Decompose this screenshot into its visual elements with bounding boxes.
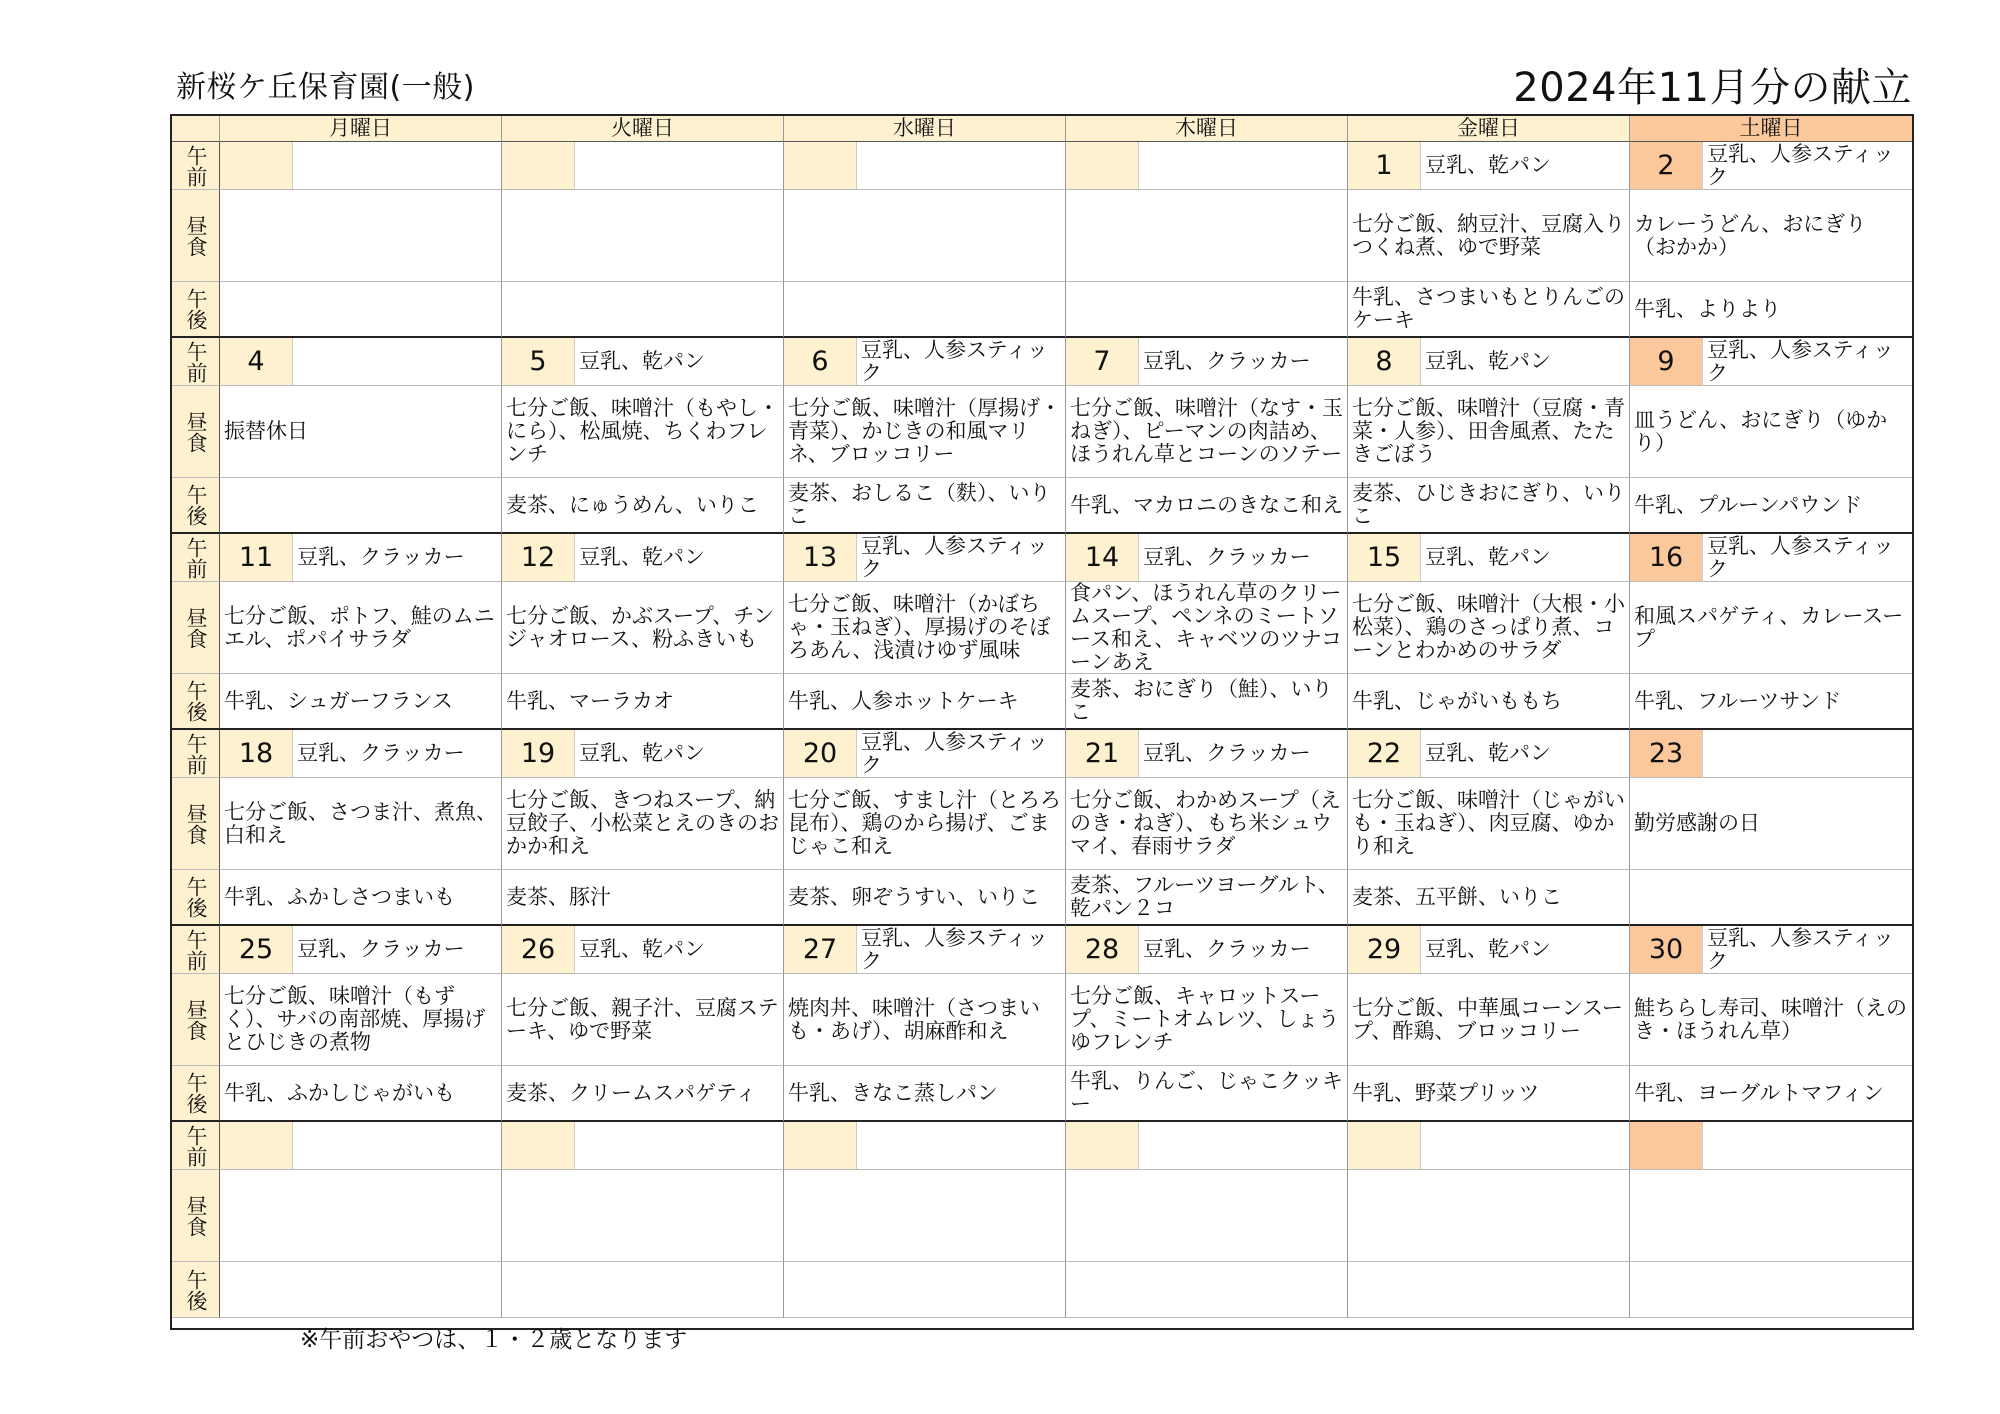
lunch-cell — [1066, 1170, 1348, 1262]
am-snack-text: 豆乳、乾パン — [1425, 937, 1551, 961]
weekday-header: 土曜日 — [1630, 116, 1912, 142]
pm-snack-cell: 牛乳、よりより — [1630, 282, 1912, 338]
am-snack-cell — [784, 142, 1066, 190]
lunch-cell: 和風スパゲティ、カレースープ — [1630, 582, 1912, 674]
date-number: 11 — [220, 534, 293, 581]
lunch-cell — [502, 190, 784, 282]
weekday-header: 火曜日 — [502, 116, 784, 142]
row-label-text: 昼食 — [184, 802, 208, 845]
lunch-cell: 振替休日 — [220, 386, 502, 478]
am-snack-cell — [1348, 730, 1630, 778]
row-label-am — [172, 926, 220, 974]
date-number: 1 — [1348, 142, 1421, 189]
am-snack-cell — [1066, 730, 1348, 778]
pm-snack-cell — [1066, 282, 1348, 338]
am-snack-text — [293, 1122, 501, 1169]
row-label-text: 昼食 — [184, 1194, 208, 1237]
pm-snack-cell: 牛乳、フルーツサンド — [1630, 674, 1912, 730]
date-number — [502, 1122, 575, 1169]
am-snack-cell — [1348, 1122, 1630, 1170]
lunch-cell: 七分ご飯、きつねスープ、納豆餃子、小松菜とえのきのおかか和え — [502, 778, 784, 870]
pm-snack-cell: 麦茶、豚汁 — [502, 870, 784, 926]
am-snack-text: 豆乳、乾パン — [1425, 153, 1551, 177]
date-number: 6 — [784, 338, 857, 385]
date-number: 4 — [220, 338, 293, 385]
row-label-text: 午前 — [184, 732, 208, 775]
am-snack-cell — [1066, 338, 1348, 386]
am-snack-cell — [1630, 142, 1912, 190]
am-snack-text: 豆乳、人参スティック — [1707, 534, 1894, 581]
am-snack-cell — [1630, 534, 1912, 582]
am-snack-cell — [1630, 926, 1912, 974]
row-label-text: 昼食 — [184, 606, 208, 649]
row-label-text: 午後 — [184, 876, 208, 918]
lunch-cell: 七分ご飯、味噌汁（豆腐・青菜・人参）、田舎風煮、たたきごぼう — [1348, 386, 1630, 478]
am-snack-text: 豆乳、人参スティック — [1707, 338, 1894, 385]
pm-snack-cell: 牛乳、さつまいもとりんごのケーキ — [1348, 282, 1630, 338]
am-snack-text: 豆乳、人参スティック — [861, 730, 1048, 777]
date-number: 12 — [502, 534, 575, 581]
row-label-text: 午前 — [184, 144, 208, 187]
date-number: 13 — [784, 534, 857, 581]
am-snack-text — [1139, 1122, 1347, 1169]
row-label-text: 昼食 — [184, 214, 208, 257]
am-snack-cell — [784, 338, 1066, 386]
row-label-pm — [172, 674, 220, 730]
pm-snack-cell: 麦茶、クリームスパゲティ — [502, 1066, 784, 1122]
am-snack-text: 豆乳、クラッカー — [1143, 741, 1311, 765]
pm-snack-cell: 麦茶、おにぎり（鮭）、いりこ — [1066, 674, 1348, 730]
date-number: 23 — [1630, 730, 1703, 777]
lunch-cell — [1630, 1170, 1912, 1262]
pm-snack-cell: 麦茶、にゅうめん、いりこ — [502, 478, 784, 534]
pm-snack-cell: 牛乳、ふかしさつまいも — [220, 870, 502, 926]
lunch-cell — [502, 1170, 784, 1262]
row-label-text: 午後 — [184, 484, 208, 526]
lunch-cell: 七分ご飯、かぶスープ、チンジャオロース、粉ふきいも — [502, 582, 784, 674]
lunch-cell — [1348, 1170, 1630, 1262]
lunch-cell — [784, 1170, 1066, 1262]
am-snack-text: 豆乳、クラッカー — [1143, 349, 1311, 373]
lunch-cell: 七分ご飯、納豆汁、豆腐入りつくね煮、ゆで野菜 — [1348, 190, 1630, 282]
am-snack-cell — [1348, 338, 1630, 386]
pm-snack-cell: 牛乳、ヨーグルトマフィン — [1630, 1066, 1912, 1122]
am-snack-cell — [220, 730, 502, 778]
weekday-header: 水曜日 — [784, 116, 1066, 142]
date-number — [784, 1122, 857, 1169]
am-snack-text: 豆乳、人参スティック — [1707, 142, 1894, 189]
weekday-header: 金曜日 — [1348, 116, 1630, 142]
lunch-cell: 七分ご飯、親子汁、豆腐ステーキ、ゆで野菜 — [502, 974, 784, 1066]
weekday-header: 月曜日 — [220, 116, 502, 142]
date-number: 30 — [1630, 926, 1703, 973]
row-label-text: 午前 — [184, 928, 208, 971]
lunch-cell: 七分ご飯、味噌汁（なす・玉ねぎ）、ピーマンの肉詰め、ほうれん草とコーンのソテー — [1066, 386, 1348, 478]
pm-snack-cell: 牛乳、マカロニのきなこ和え — [1066, 478, 1348, 534]
am-snack-text: 豆乳、クラッカー — [1143, 545, 1311, 569]
row-label-am — [172, 534, 220, 582]
am-snack-text: 豆乳、乾パン — [579, 349, 705, 373]
lunch-cell: 七分ご飯、味噌汁（かぼちゃ・玉ねぎ）、厚揚げのそぼろあん、浅漬けゆず風味 — [784, 582, 1066, 674]
am-snack-cell — [220, 926, 502, 974]
am-snack-text: 豆乳、クラッカー — [297, 741, 465, 765]
row-label-text: 午後 — [184, 680, 208, 722]
row-label-text: 午後 — [184, 288, 208, 330]
date-number: 28 — [1066, 926, 1139, 973]
date-number: 22 — [1348, 730, 1421, 777]
am-snack-cell — [220, 338, 502, 386]
row-label-am — [172, 730, 220, 778]
pm-snack-cell: 牛乳、りんご、じゃこクッキー — [1066, 1066, 1348, 1122]
am-snack-cell — [1630, 338, 1912, 386]
weekday-header: 木曜日 — [1066, 116, 1348, 142]
pm-snack-cell — [1066, 1262, 1348, 1318]
row-label-text: 昼食 — [184, 998, 208, 1041]
lunch-cell: 七分ご飯、味噌汁（もずく）、サバの南部焼、厚揚げとひじきの煮物 — [220, 974, 502, 1066]
date-number: 5 — [502, 338, 575, 385]
date-number — [1348, 1122, 1421, 1169]
pm-snack-cell — [220, 282, 502, 338]
am-snack-text — [1703, 730, 1912, 777]
nursery-name: 新桜ケ丘保育園(一般) — [176, 70, 475, 105]
am-snack-cell — [1348, 534, 1630, 582]
date-number — [502, 142, 575, 189]
date-number: 29 — [1348, 926, 1421, 973]
date-number — [220, 1122, 293, 1169]
pm-snack-cell: 牛乳、ふかしじゃがいも — [220, 1066, 502, 1122]
am-snack-cell — [1066, 1122, 1348, 1170]
row-label-am — [172, 142, 220, 190]
am-snack-text: 豆乳、乾パン — [1425, 349, 1551, 373]
date-number: 26 — [502, 926, 575, 973]
date-number: 27 — [784, 926, 857, 973]
date-number: 18 — [220, 730, 293, 777]
am-snack-text: 豆乳、人参スティック — [861, 338, 1048, 385]
lunch-cell — [220, 1170, 502, 1262]
am-snack-cell — [784, 534, 1066, 582]
lunch-cell: 七分ご飯、味噌汁（厚揚げ・青菜）、かじきの和風マリネ、ブロッコリー — [784, 386, 1066, 478]
date-number: 20 — [784, 730, 857, 777]
am-snack-text — [575, 142, 783, 189]
date-number — [1066, 142, 1139, 189]
am-snack-text: 豆乳、乾パン — [1425, 545, 1551, 569]
am-snack-cell — [784, 926, 1066, 974]
row-label-lunch — [172, 1170, 220, 1262]
am-snack-text — [857, 142, 1065, 189]
date-number: 19 — [502, 730, 575, 777]
lunch-cell — [220, 190, 502, 282]
am-snack-cell — [1348, 142, 1630, 190]
am-snack-cell — [502, 142, 784, 190]
am-snack-text: 豆乳、クラッカー — [1143, 937, 1311, 961]
date-number: 7 — [1066, 338, 1139, 385]
am-snack-text: 豆乳、人参スティック — [861, 534, 1048, 581]
am-snack-text: 豆乳、人参スティック — [1707, 926, 1894, 973]
row-label-am — [172, 1122, 220, 1170]
am-snack-cell — [502, 338, 784, 386]
am-snack-cell — [502, 1122, 784, 1170]
am-snack-cell — [220, 1122, 502, 1170]
pm-snack-cell: 麦茶、卵ぞうすい、いりこ — [784, 870, 1066, 926]
am-snack-cell — [220, 534, 502, 582]
am-snack-text — [1703, 1122, 1912, 1169]
am-snack-cell — [502, 730, 784, 778]
am-snack-text: 豆乳、乾パン — [579, 937, 705, 961]
row-label-pm — [172, 478, 220, 534]
am-snack-cell — [1348, 926, 1630, 974]
date-number: 16 — [1630, 534, 1703, 581]
row-label-text: 午後 — [184, 1072, 208, 1114]
lunch-cell — [784, 190, 1066, 282]
menu-period-title: 2024年11月分の献立 — [1513, 65, 1912, 111]
am-snack-cell — [1066, 926, 1348, 974]
am-snack-text — [293, 142, 501, 189]
pm-snack-cell: 牛乳、じゃがいももち — [1348, 674, 1630, 730]
pm-snack-cell — [502, 282, 784, 338]
am-snack-cell — [1630, 730, 1912, 778]
footnote: ※午前おやつは、１・２歳となります — [300, 1327, 688, 1353]
pm-snack-cell: 牛乳、マーラカオ — [502, 674, 784, 730]
pm-snack-cell: 牛乳、野菜プリッツ — [1348, 1066, 1630, 1122]
lunch-cell: 皿うどん、おにぎり（ゆかり） — [1630, 386, 1912, 478]
am-snack-text: 豆乳、乾パン — [1425, 741, 1551, 765]
am-snack-cell — [502, 534, 784, 582]
lunch-cell: 鮭ちらし寿司、味噌汁（えのき・ほうれん草） — [1630, 974, 1912, 1066]
pm-snack-cell: 麦茶、フルーツヨーグルト、乾パン２コ — [1066, 870, 1348, 926]
lunch-cell — [1066, 190, 1348, 282]
row-label-lunch — [172, 974, 220, 1066]
pm-snack-cell: 麦茶、おしるこ（麩）、いりこ — [784, 478, 1066, 534]
row-label-text: 午前 — [184, 536, 208, 579]
pm-snack-cell — [502, 1262, 784, 1318]
lunch-cell: 七分ご飯、味噌汁（もやし・にら）、松風焼、ちくわフレンチ — [502, 386, 784, 478]
am-snack-cell — [1630, 1122, 1912, 1170]
pm-snack-cell: 牛乳、きなこ蒸しパン — [784, 1066, 1066, 1122]
am-snack-cell — [1066, 142, 1348, 190]
am-snack-text: 豆乳、クラッカー — [297, 545, 465, 569]
pm-snack-cell: 牛乳、プルーンパウンド — [1630, 478, 1912, 534]
am-snack-text: 豆乳、人参スティック — [861, 926, 1048, 973]
am-snack-text — [1421, 1122, 1629, 1169]
am-snack-cell — [784, 1122, 1066, 1170]
date-number: 21 — [1066, 730, 1139, 777]
lunch-cell: 七分ご飯、わかめスープ（えのき・ねぎ）、もち米シュウマイ、春雨サラダ — [1066, 778, 1348, 870]
pm-snack-cell: 麦茶、五平餅、いりこ — [1348, 870, 1630, 926]
am-snack-cell — [220, 142, 502, 190]
lunch-cell: 焼肉丼、味噌汁（さつまいも・あげ）、胡麻酢和え — [784, 974, 1066, 1066]
pm-snack-cell — [1630, 1262, 1912, 1318]
row-label-pm — [172, 1066, 220, 1122]
date-number — [784, 142, 857, 189]
row-label-lunch — [172, 582, 220, 674]
am-snack-text — [1139, 142, 1347, 189]
date-number: 9 — [1630, 338, 1703, 385]
row-label-lunch — [172, 190, 220, 282]
date-number: 2 — [1630, 142, 1703, 189]
pm-snack-cell: 牛乳、シュガーフランス — [220, 674, 502, 730]
lunch-cell: 七分ご飯、ポトフ、鮭のムニエル、ポパイサラダ — [220, 582, 502, 674]
lunch-cell: 七分ご飯、味噌汁（大根・小松菜）、鶏のさっぱり煮、コーンとわかめのサラダ — [1348, 582, 1630, 674]
pm-snack-cell: 牛乳、人参ホットケーキ — [784, 674, 1066, 730]
pm-snack-cell — [784, 282, 1066, 338]
pm-snack-cell — [784, 1262, 1066, 1318]
pm-snack-cell — [220, 1262, 502, 1318]
date-number: 15 — [1348, 534, 1421, 581]
row-label-pm — [172, 1262, 220, 1318]
row-label-lunch — [172, 778, 220, 870]
row-label-pm — [172, 870, 220, 926]
row-label-lunch — [172, 386, 220, 478]
row-label-pm — [172, 282, 220, 338]
lunch-cell: 七分ご飯、すまし汁（とろろ昆布）、鶏のから揚げ、ごまじゃこ和え — [784, 778, 1066, 870]
row-label-am — [172, 338, 220, 386]
date-number: 25 — [220, 926, 293, 973]
date-number: 14 — [1066, 534, 1139, 581]
row-label-text: 午前 — [184, 340, 208, 383]
am-snack-cell — [502, 926, 784, 974]
date-number — [220, 142, 293, 189]
row-label-text: 午前 — [184, 1124, 208, 1167]
date-number — [1066, 1122, 1139, 1169]
pm-snack-cell — [1348, 1262, 1630, 1318]
lunch-cell: 七分ご飯、中華風コーンスープ、酢鶏、ブロッコリー — [1348, 974, 1630, 1066]
lunch-cell: 食パン、ほうれん草のクリームスープ、ペンネのミートソース和え、キャベツのツナコーンあえ — [1066, 582, 1348, 674]
pm-snack-cell: 麦茶、ひじきおにぎり、いりこ — [1348, 478, 1630, 534]
date-number: 8 — [1348, 338, 1421, 385]
am-snack-text — [857, 1122, 1065, 1169]
row-label-text: 午後 — [184, 1268, 208, 1311]
am-snack-text — [293, 338, 501, 385]
am-snack-cell — [784, 730, 1066, 778]
header-corner — [172, 116, 220, 142]
lunch-cell: 勤労感謝の日 — [1630, 778, 1912, 870]
am-snack-text: 豆乳、乾パン — [579, 741, 705, 765]
pm-snack-cell — [220, 478, 502, 534]
date-number — [1630, 1122, 1703, 1169]
pm-snack-cell — [1630, 870, 1912, 926]
row-label-text: 昼食 — [184, 410, 208, 453]
am-snack-cell — [1066, 534, 1348, 582]
lunch-cell: カレーうどん、おにぎり（おかか） — [1630, 190, 1912, 282]
menu-calendar — [170, 114, 1914, 1330]
am-snack-text: 豆乳、乾パン — [579, 545, 705, 569]
am-snack-text: 豆乳、クラッカー — [297, 937, 465, 961]
am-snack-text — [575, 1122, 783, 1169]
lunch-cell: 七分ご飯、味噌汁（じゃがいも・玉ねぎ）、肉豆腐、ゆかり和え — [1348, 778, 1630, 870]
lunch-cell: 七分ご飯、キャロットスープ、ミートオムレツ、しょうゆフレンチ — [1066, 974, 1348, 1066]
lunch-cell: 七分ご飯、さつま汁、煮魚、白和え — [220, 778, 502, 870]
